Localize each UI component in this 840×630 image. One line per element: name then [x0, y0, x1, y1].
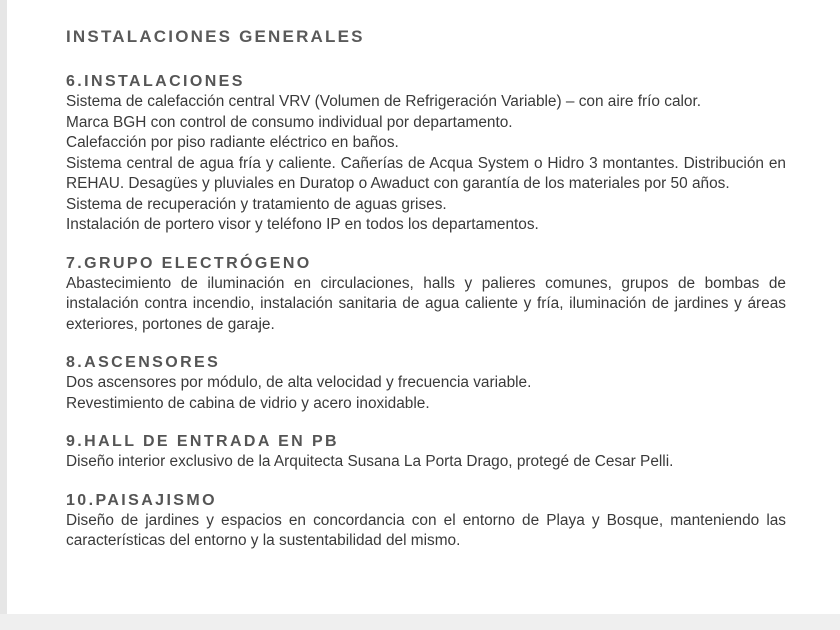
paragraph-line: Dos ascensores por módulo, de alta velocidad y frecuencia variable. — [66, 374, 532, 391]
paragraph-line: Instalación de portero visor y teléfono IP en todos los departamentos. — [66, 216, 539, 233]
section-ascensores — [66, 353, 786, 414]
section-heading: 10.PAISAJISMO — [66, 491, 217, 509]
page-title: INSTALACIONES GENERALES — [66, 27, 365, 46]
section-hall-de-entrada — [66, 432, 786, 473]
section-heading: 8.ASCENSORES — [66, 354, 221, 371]
section-paisajismo — [66, 491, 786, 552]
document-page — [66, 26, 786, 570]
paragraph-line: Sistema de recuperación y tratamiento de aguas grises. — [66, 195, 447, 213]
paragraph-line: Diseño de jardines y espacios en concordancia con el entorno de Playa y Bosque, manteniendo las características del entorno y la sustentabilidad del mismo. — [66, 511, 786, 549]
paragraph-line: Sistema de calefacción central VRV (Volumen de Refrigeración Variable) – con aire frío calor. — [66, 93, 702, 110]
section-heading: 7.GRUPO ELECTRÓGENO — [66, 254, 312, 272]
section-heading: 6.INSTALACIONES — [66, 73, 245, 90]
paragraph-line: Calefacción por piso radiante eléctrico en baños. — [66, 134, 399, 151]
paragraph-line: Diseño interior exclusivo de la Arquitecta Susana La Porta Drago, protegé de Cesar Pelli. — [66, 453, 674, 470]
section-heading: 9.HALL DE ENTRADA EN PB — [66, 433, 339, 450]
paragraph-line: Marca BGH con control de consumo individual por departamento. — [66, 113, 513, 131]
left-edge-shadow — [0, 0, 7, 614]
section-instalaciones — [66, 72, 786, 236]
paragraph-line: Revestimiento de cabina de vidrio y acero inoxidable. — [66, 394, 430, 412]
section-grupo-electrogeno — [66, 254, 786, 336]
bottom-edge-band — [0, 614, 840, 630]
paragraph-line: Sistema central de agua fría y caliente. Cañerías de Acqua System o Hidro 3 montantes. Distribución en REHAU. Desagües y pluviales en Duratop o Awaduct con garantía de los materiales por 50 años. — [66, 154, 786, 192]
paragraph-line: Abastecimiento de iluminación en circulaciones, halls y palieres comunes, grupos de bombas de instalación contra incendio, instalación sanitaria de agua caliente y fría, iluminación de jardines y áreas exteriores, portones de garaje. — [66, 274, 786, 333]
